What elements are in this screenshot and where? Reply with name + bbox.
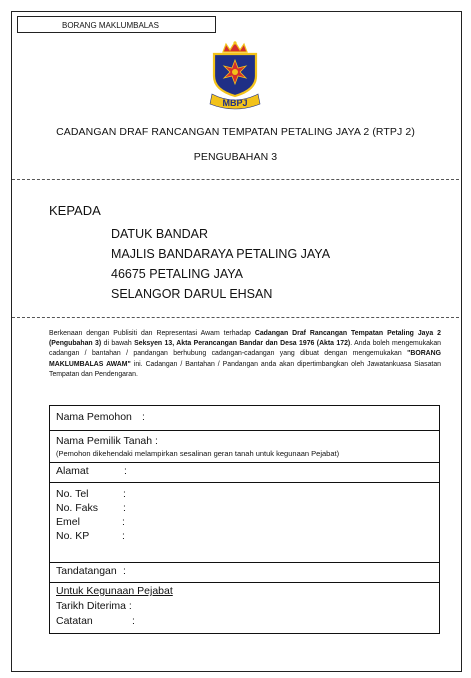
document-subtitle: PENGUBAHAN 3 [193,151,278,163]
recipient-line: MAJLIS BANDARAYA PETALING JAYA [111,247,331,261]
form-tag: BORANG MAKLUMBALAS [17,16,216,33]
recipient-line: SELANGOR DARUL EHSAN [111,287,273,301]
feedback-form-table [49,405,440,634]
date-received-label: Tarikh Diterima : [56,600,132,612]
colon: : [122,530,125,542]
office-use-row [50,583,439,635]
recipient-label: KEPADA [49,203,101,218]
colon: : [123,488,126,500]
office-use-heading: Untuk Kegunaan Pejabat [56,585,173,597]
dashed-divider [12,179,459,180]
applicant-name-label: Nama Pemohon [56,411,132,423]
colon: : [124,465,127,477]
signature-label: Tandatangan [56,565,117,577]
remarks-label: Catatan [56,615,93,627]
colon: : [123,565,126,577]
recipient-line: DATUK BANDAR [111,227,209,241]
fax-label: No. Faks [56,502,99,514]
land-owner-row[interactable] [50,431,439,463]
colon: : [123,502,126,514]
land-owner-note: (Pemohon dikehendaki melampirkan sesalinan geran tanah untuk kegunaan Pejabat) [56,449,340,458]
colon: : [142,411,145,423]
dashed-divider [12,317,459,318]
applicant-name-row[interactable] [50,406,439,431]
mbpj-logo [206,40,264,110]
document-title: CADANGAN DRAF RANCANGAN TEMPATAN PETALING JAYA 2 (RTPJ 2) [56,126,415,138]
recipient-line: 46675 PETALING JAYA [111,267,244,281]
colon: : [122,516,125,528]
contact-row[interactable] [50,483,439,563]
land-owner-label: Nama Pemilik Tanah : [56,435,158,447]
notice-paragraph: Berkenaan dengan Publisiti dan Representasi Awam terhadap Cadangan Draf Rancangan Tempatan Petaling Jaya 2 (Pengubahan 3) di bawah Seksyen 13, Akta Perancangan Bandar dan Desa 1976 (Akta 172). Anda boleh mengemukakan cadangan / bantahan / pandangan berhubung cadangan-cadangan yang dibuat dengan mengemukakan "BORANG MAKLUMBALAS AWAM" ini. Cadangan / Bantahan / Pandangan anda akan dipertimbangkan oleh Jawatankuasa Siasatan Tempatan dan Pendengaran. [49,330,442,378]
signature-row[interactable] [50,563,439,583]
address-label: Alamat [56,465,89,477]
logo-text: MBPJ [222,98,248,108]
email-label: Emel [56,516,80,528]
address-row[interactable] [50,463,439,483]
ic-number-label: No. KP [56,530,90,542]
phone-label: No. Tel [56,488,89,500]
colon: : [132,615,135,627]
